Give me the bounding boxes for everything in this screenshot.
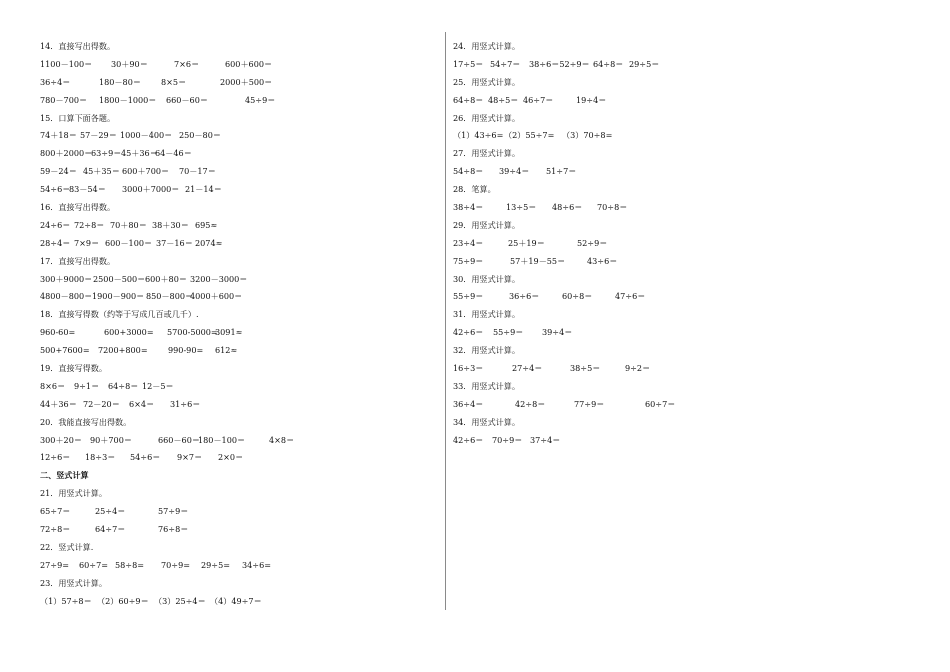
exercise-item: 695≈ xyxy=(195,219,218,230)
exercise-item: 850－800＝ xyxy=(146,291,194,302)
exercise-row xyxy=(40,342,440,360)
exercise-item: 16÷3＝ xyxy=(453,363,484,374)
exercise-item: 76÷8＝ xyxy=(158,524,189,535)
exercise-item: 54÷6＝ xyxy=(40,184,71,195)
exercise-item: 70÷9= xyxy=(161,559,191,570)
exercise-item: 28÷4＝ xyxy=(40,237,71,248)
exercise-item: 64÷8＝ xyxy=(593,58,624,69)
exercise-item: 29÷5= xyxy=(201,559,231,570)
exercise-item: 30＋90＝ xyxy=(111,58,148,69)
exercise-instruction: 28．笔算。 xyxy=(453,184,496,195)
exercise-item: 72－20＝ xyxy=(83,398,120,409)
exercise-item: 48÷5＝ xyxy=(488,94,519,105)
exercise-instruction: 21．用竖式计算。 xyxy=(40,488,107,499)
exercise-row xyxy=(40,324,440,342)
exercise-item: 7200+800= xyxy=(98,345,148,356)
exercise-item: 60÷7＝ xyxy=(645,398,676,409)
exercise-row xyxy=(40,503,440,521)
exercise-item: 72÷8＝ xyxy=(40,524,71,535)
exercise-item: 3200－3000＝ xyxy=(190,273,248,284)
exercise-row xyxy=(453,92,913,110)
exercise-item: 54÷8＝ xyxy=(453,166,484,177)
exercise-instruction: 27．用竖式计算。 xyxy=(453,148,520,159)
exercise-item: 1000－400＝ xyxy=(120,130,173,141)
exercise-item: 45÷9＝ xyxy=(245,94,276,105)
exercise-item: 70－17＝ xyxy=(179,166,216,177)
exercise-item: 25÷4＝ xyxy=(95,506,126,517)
exercise-item: 74＋18＝ xyxy=(40,130,77,141)
exercise-item: 45＋35＝ xyxy=(83,166,120,177)
exercise-instruction: 29．用竖式计算。 xyxy=(453,219,520,230)
exercise-row xyxy=(40,163,440,181)
exercise-item: 31÷6＝ xyxy=(170,398,201,409)
exercise-row xyxy=(40,56,440,74)
exercise-instruction: 15．口算下面各题。 xyxy=(40,112,116,123)
exercise-row xyxy=(40,74,440,92)
exercise-row xyxy=(40,145,440,163)
exercise-item: 250－80＝ xyxy=(179,130,221,141)
exercise-item: 4000＋600＝ xyxy=(190,291,243,302)
exercise-item: 58÷8= xyxy=(115,559,145,570)
exercise-item: 55÷9＝ xyxy=(453,291,484,302)
exercise-item: 42÷8＝ xyxy=(515,398,546,409)
exercise-item: 2000＋500＝ xyxy=(220,76,273,87)
exercise-item: 65÷7＝ xyxy=(40,506,71,517)
exercise-item: 60÷8＝ xyxy=(562,291,593,302)
exercise-row xyxy=(40,521,440,539)
exercise-item: 300＋20＝ xyxy=(40,434,82,445)
exercise-item: 77÷9＝ xyxy=(574,398,605,409)
exercise-instruction: 20．我能直接写出得数。 xyxy=(40,416,132,427)
exercise-item: 59－24＝ xyxy=(40,166,77,177)
exercise-row xyxy=(40,271,440,289)
exercise-item: （3）70÷8= xyxy=(562,130,613,141)
exercise-item: 48÷6＝ xyxy=(552,202,583,213)
exercise-instruction: 26．用竖式计算。 xyxy=(453,112,520,123)
exercise-item: 9÷1＝ xyxy=(74,380,100,391)
exercise-row xyxy=(453,56,913,74)
exercise-item: 600+3000= xyxy=(104,327,154,338)
exercise-item: 70÷9＝ xyxy=(492,434,523,445)
exercise-item: 36÷4＝ xyxy=(40,76,71,87)
exercise-row xyxy=(453,324,913,342)
right-column xyxy=(453,38,913,449)
exercise-instruction: 33．用竖式计算。 xyxy=(453,380,520,391)
exercise-item: 17÷5＝ xyxy=(453,58,484,69)
exercise-item: 70＋80＝ xyxy=(110,219,147,230)
exercise-row xyxy=(40,235,440,253)
exercise-item: 36÷6＝ xyxy=(509,291,540,302)
exercise-item: 42÷6＝ xyxy=(453,434,484,445)
exercise-item: 600＋80＝ xyxy=(145,273,187,284)
exercise-item: 75÷9＝ xyxy=(453,255,484,266)
exercise-item: 12－5＝ xyxy=(142,380,174,391)
exercise-row xyxy=(40,181,440,199)
exercise-row xyxy=(453,163,913,181)
exercise-item: （2）55÷7= xyxy=(504,130,555,141)
exercise-item: 57＋19－55＝ xyxy=(510,255,566,266)
exercise-row xyxy=(40,449,440,467)
exercise-item: 29÷5＝ xyxy=(629,58,660,69)
exercise-item: 4×8＝ xyxy=(269,434,295,445)
exercise-item: 990-90= xyxy=(168,345,204,356)
exercise-item: 37－16＝ xyxy=(156,237,193,248)
exercise-instruction: 34．用竖式计算。 xyxy=(453,416,520,427)
exercise-row xyxy=(453,432,913,450)
exercise-item: 90＋700＝ xyxy=(90,434,132,445)
exercise-item: 55÷9＝ xyxy=(493,327,524,338)
exercise-item: 44＋36＝ xyxy=(40,398,77,409)
exercise-item: （3）25÷4＝ xyxy=(154,595,206,606)
exercise-item: 600＋700＝ xyxy=(122,166,170,177)
exercise-item: 1100－100＝ xyxy=(40,58,93,69)
exercise-item: 57－29＝ xyxy=(80,130,117,141)
exercise-item: 47÷6＝ xyxy=(615,291,646,302)
left-column xyxy=(40,38,440,611)
exercise-item: 780－700＝ xyxy=(40,94,88,105)
exercise-item: 12÷6＝ xyxy=(40,452,71,463)
exercise-instruction: 17．直接写出得数。 xyxy=(40,255,116,266)
exercise-item: 60÷7= xyxy=(79,559,109,570)
exercise-item: （2）60÷9＝ xyxy=(97,595,149,606)
exercise-item: 39÷4＝ xyxy=(542,327,573,338)
exercise-item: 34÷6= xyxy=(242,559,272,570)
exercise-item: 21－14＝ xyxy=(185,184,222,195)
exercise-row xyxy=(40,593,440,611)
exercise-item: 6×4＝ xyxy=(129,398,155,409)
exercise-instruction: 24．用竖式计算。 xyxy=(453,41,520,51)
exercise-item: 25＋19＝ xyxy=(508,237,545,248)
exercise-item: 72÷8＝ xyxy=(74,219,105,230)
exercise-item: 5700-5000= xyxy=(167,327,218,338)
exercise-row xyxy=(453,253,913,271)
exercise-instruction: 19．直接写得数。 xyxy=(40,363,107,374)
exercise-row xyxy=(453,360,913,378)
exercise-item: 45＋36＝ xyxy=(121,148,158,159)
exercise-row xyxy=(40,396,440,414)
exercise-item: 7×9＝ xyxy=(74,237,100,248)
exercise-item: 2074≈ xyxy=(195,237,223,248)
exercise-instruction: 31．用竖式计算。 xyxy=(453,309,520,320)
exercise-instruction: 16．直接写出得数。 xyxy=(40,202,116,213)
exercise-item: 46÷7＝ xyxy=(523,94,554,105)
exercise-row xyxy=(453,127,913,145)
exercise-item: 8×6＝ xyxy=(40,380,66,391)
exercise-item: 27÷4＝ xyxy=(512,363,543,374)
exercise-item: 180－100＝ xyxy=(198,434,246,445)
section-heading: 二、竖式计算 xyxy=(40,470,89,481)
exercise-item: 600＋600＝ xyxy=(225,58,273,69)
exercise-item: 800＋2000＝ xyxy=(40,148,93,159)
exercise-item: 300＋9000＝ xyxy=(40,273,93,284)
exercise-item: （4）49÷7＝ xyxy=(210,595,262,606)
exercise-item: 39÷4＝ xyxy=(499,166,530,177)
exercise-item: 2500－500＝ xyxy=(93,273,146,284)
exercise-item: 42÷6＝ xyxy=(453,327,484,338)
exercise-item: 19÷4＝ xyxy=(576,94,607,105)
exercise-item: 13÷5＝ xyxy=(506,202,537,213)
exercise-item: 38÷6＝52÷9＝ xyxy=(529,58,590,69)
exercise-item: 38÷4＝ xyxy=(453,202,484,213)
exercise-item: 660－60＝ xyxy=(166,94,208,105)
exercise-row xyxy=(453,199,913,217)
exercise-item: 24÷6＝ xyxy=(40,219,71,230)
exercise-item: 660－60＝ xyxy=(158,434,200,445)
exercise-row xyxy=(40,288,440,306)
exercise-instruction: 30．用竖式计算。 xyxy=(453,273,520,284)
exercise-item: 64÷8＝ xyxy=(453,94,484,105)
exercise-item: 51÷7＝ xyxy=(546,166,577,177)
exercise-item: 64÷7＝ xyxy=(95,524,126,535)
exercise-item: 57÷9＝ xyxy=(158,506,189,517)
exercise-item: 4800－800＝ xyxy=(40,291,93,302)
exercise-row xyxy=(40,557,440,575)
exercise-instruction: 25．用竖式计算。 xyxy=(453,76,520,87)
exercise-item: 960-60= xyxy=(40,327,76,338)
exercise-item: 180－80＝ xyxy=(99,76,141,87)
exercise-instruction: 22．竖式计算. xyxy=(40,541,94,552)
exercise-item: 7×6＝ xyxy=(174,58,200,69)
exercise-item: 1800－1000＝ xyxy=(99,94,157,105)
exercise-item: 36÷4＝ xyxy=(453,398,484,409)
exercise-item: 23÷4＝ xyxy=(453,237,484,248)
exercise-item: 8×5＝ xyxy=(161,76,187,87)
exercise-item: 38÷5＝ xyxy=(570,363,601,374)
exercise-row xyxy=(453,288,913,306)
exercise-item: 2×0＝ xyxy=(218,452,244,463)
exercise-item: 63÷9＝ xyxy=(91,148,122,159)
exercise-item: 612≈ xyxy=(215,345,238,356)
exercise-row xyxy=(40,127,440,145)
exercise-row xyxy=(40,378,440,396)
exercise-item: 70÷8＝ xyxy=(597,202,628,213)
exercise-item: 64－46＝ xyxy=(155,148,192,159)
exercise-row xyxy=(40,217,440,235)
exercise-item: 43÷6＝ xyxy=(587,255,618,266)
exercise-item: 500+7600= xyxy=(40,345,90,356)
exercise-item: （1）57÷8＝ xyxy=(40,595,92,606)
exercise-instruction: 18．直接写得数（约等于写成几百或几千）. xyxy=(40,309,199,320)
exercise-item: 600－100＝ xyxy=(105,237,153,248)
exercise-instruction: 23．用竖式计算。 xyxy=(40,577,107,588)
exercise-instruction: 32．用竖式计算。 xyxy=(453,345,520,356)
exercise-instruction: 14．直接写出得数。 xyxy=(40,41,116,51)
exercise-item: 54÷6＝ xyxy=(130,452,161,463)
exercise-row xyxy=(453,235,913,253)
exercise-item: 38＋30＝ xyxy=(152,219,189,230)
exercise-item: 37÷4＝ xyxy=(530,434,561,445)
exercise-item: 3000＋7000＝ xyxy=(122,184,180,195)
exercise-row xyxy=(40,92,440,110)
exercise-item: 9÷2＝ xyxy=(625,363,651,374)
exercise-item: （1）43÷6= xyxy=(453,130,504,141)
exercise-item: 3091≈ xyxy=(215,327,243,338)
exercise-item: 18÷3＝ xyxy=(85,452,116,463)
exercise-item: 27÷9= xyxy=(40,559,70,570)
exercise-row xyxy=(453,396,913,414)
exercise-item: 64÷8＝ xyxy=(108,380,139,391)
exercise-item: 83－54＝ xyxy=(69,184,106,195)
exercise-row xyxy=(40,432,440,450)
exercise-item: 54÷7＝ xyxy=(490,58,521,69)
column-divider xyxy=(445,32,446,610)
exercise-item: 52÷9＝ xyxy=(577,237,608,248)
exercise-item: 1900－900＝ xyxy=(92,291,145,302)
exercise-item: 9×7＝ xyxy=(177,452,203,463)
